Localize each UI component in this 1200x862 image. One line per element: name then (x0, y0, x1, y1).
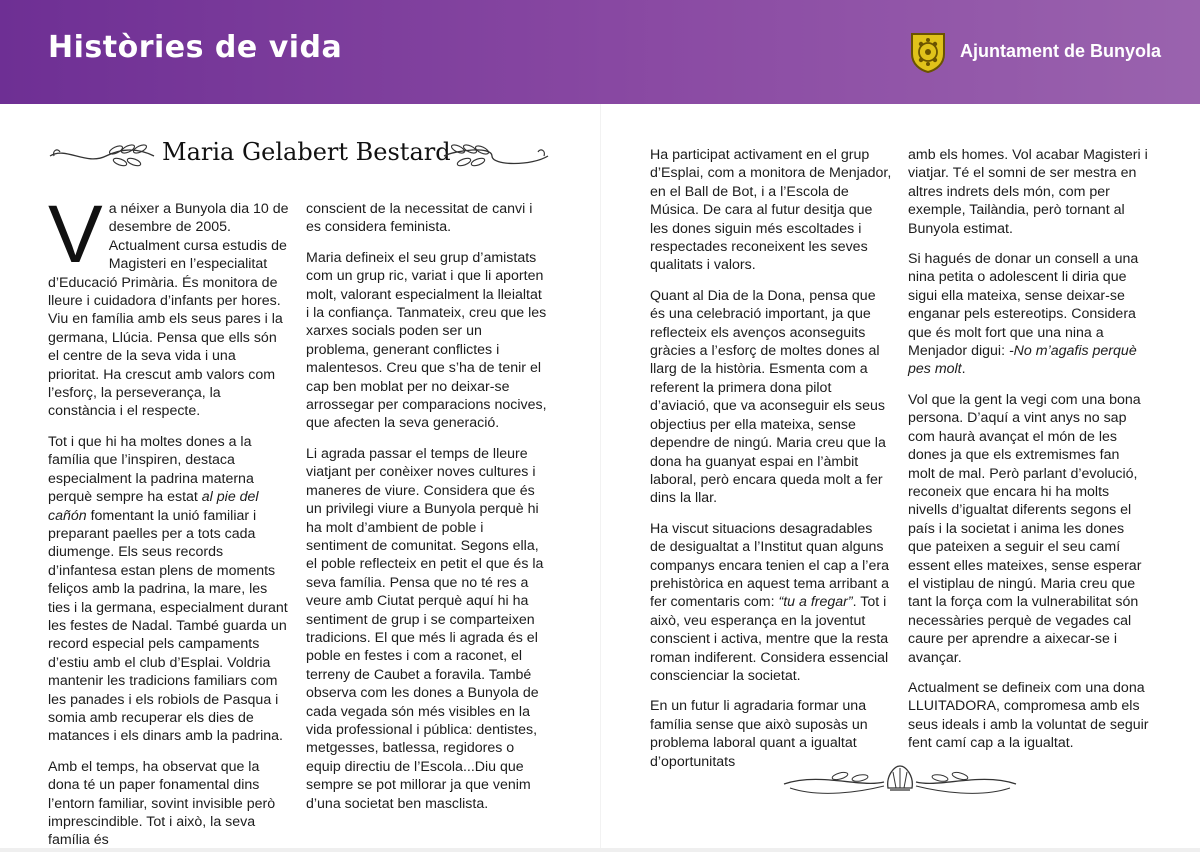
header-banner (0, 0, 1200, 104)
paragraph: Vol que la gent la vegi com una bona persona. D’aquí a vint anys no sap com haurà avançat el món de les dones ja que els extremismes fan molt de mal. Però parlant d’evolució, reconeix que encara hi ha molts nivells d’igualtat diferents segons el país i la societat i anima les dones que pateixen a seguir el seu camí essent elles mateixes, sense esperar el vistiplau de ningú. Maria creu que tant la força com la vulnerabilitat són necessàries perquè de vegades cal caure per aprendre a aixecar-se i avançar. (908, 391, 1142, 666)
bunyola-coat-of-arms-icon (908, 30, 948, 74)
shell-laurel-ornament-icon (780, 758, 1020, 802)
drop-cap: V (48, 189, 103, 280)
paragraph: Ha participat activament en el grup d’Esplai, com a monitora de Menjador, en el Ball de Bot, i a l’Escola de Música. De cara al futur desitja que les dones siguin més escoltades i respectades reconeixent les seves qualitats i valors. (650, 147, 892, 274)
article-column-1 (48, 189, 290, 862)
article-title-row (46, 132, 552, 178)
paragraph (48, 189, 290, 421)
paragraph-text: a néixer a Bunyola dia 10 de desembre de 2005. Actualment cursa estudis de Magisteri en l’especialitat d’Educació Primària. És monitora de lleure i cuidadora d’infants per hores. Viu en família amb els seus pares i la germana, Llúcia. Pensa que ells són el centre de la seva vida i una prioritat. Ha crescut amb valors com l’esforç, la perseverança, la constància i el respecte. (48, 201, 289, 420)
page-spread-divider (600, 104, 601, 852)
organization-name: Ajuntament de Bunyola (960, 41, 1162, 61)
paragraph (650, 520, 892, 686)
page-bottom-edge (0, 848, 1200, 852)
paragraph: Amb el temps, ha observat que la dona té un paper fonamental dins l’entorn familiar, sovint invisible però imprescindible. Tot i això, la seva família és (48, 758, 276, 849)
section-title: Històries de vida (48, 30, 343, 65)
paragraph-text: . (961, 361, 966, 378)
paragraph: conscient de la necessitat de canvi i es considera feminista. (306, 201, 533, 236)
article-column-2 (306, 200, 548, 825)
paragraph-text: . Tot i això, veu esperança en la joventut conscient i activa, mentre que la resta roman indiferent. Considera essencial conscienciar la societat. (650, 594, 889, 684)
laurel-flourish-icon (46, 140, 156, 168)
paragraph-text: Tot i que hi ha moltes dones a la família que l’inspiren, destaca especialment la padrina materna perquè sempre ha estat (48, 433, 254, 506)
paragraph-text: Ha viscut situacions desagradables de desigualtat a l’Institut quan alguns companys encara tenien el cap a l’era prehistòrica en aquest tema arribant a fer comentaris com: (650, 520, 889, 611)
paragraph-text: Si hagués de donar un consell a una nina petita o adolescent li diria que sigui ella mateixa, sense deixar-se enganar pels estereotips. Considera que és molt fort que una nina a Menjador digui: (908, 251, 1139, 360)
paragraph (908, 250, 1150, 379)
paragraph (48, 433, 290, 746)
italic-phrase: al pie del cañón (48, 489, 259, 524)
paragraph: Actualment se defineix com una dona LLUITADORA, compromesa amb els seus ideals i amb la voluntat de seguir fent camí cap a la igualtat. (908, 679, 1149, 752)
paragraph-text: fomentant la unió familiar i preparant paelles per a tots cada diumenge. Els seus records d’infantesa estan plens de moments feliços amb la padrina, la mare, les ties i la germana, especialment durant les festes de Nadal. També guarda un record especial pels campaments d’estiu amb el club d’Esplai. Voldria mantenir les tradicions familiars com les panades i els robiols de Pasqua i somia amb recuperar els dies de matances i els dinars amb la padrina. (48, 507, 288, 745)
laurel-flourish-icon (442, 140, 552, 168)
paragraph: Maria defineix el seu grup d’amistats com un grup ric, variat i que li aporten molt, valorant especialment la lleialtat i la confiança. Tanmateix, creu que les xarxes socials poden ser un problema, generant conflictes i malentesos. Creu que s’ha de tenir el cap ben moblat per no deixar-se arrossegar per comparacions nocives, que afecten la seva generació. (306, 249, 547, 432)
article-column-3 (650, 146, 892, 783)
paragraph: Quant al Dia de la Dona, pensa que és una celebració important, ja que reflecteix els avenços aconseguits gràcies a l’esforç de moltes dones al llarg de la història. Esmenta com a referent la primera dona pilot d’aviació, que va aconseguir els seus objectius per ella mateixa, sense dependre de ningú. Maria creu que la dona ha guanyat espai en l’àmbit laboral, però encara queda molt a fer dins la llar. (650, 287, 886, 507)
italic-phrase: “tu a fregar” (778, 594, 853, 611)
person-name-heading: Maria Gelabert Bestard (162, 138, 451, 166)
paragraph: Li agrada passar el temps de lleure viatjant per conèixer noves cultures i maneres de viure. Considera que és un privilegi viure a Bunyola perquè hi ha molt d’ambient de poble i sentiment de comunitat. Segons ella, el poble reflecteix en petit el que és la seva família. Pensa que no té res a veure amb Ciutat perquè aquí hi ha sentiment de grup i se comparteixen tradicions. El que més li agrada és el poble en festes i com a raconet, el terreny de Caubet a foravila. També observa com les dones a Bunyola de cada vegada són més visibles en la vida professional i pública: dentistes, metgesses, batlessa, regidores o equip directiu de l’Escola...Diu que sempre se pot millorar ja que venim d’una societat ben masclista. (306, 445, 544, 812)
paragraph: amb els homes. Vol acabar Magisteri i viatjar. Té el somni de ser mestra en altres indrets dels món, com per exemple, Tailàndia, però tornant al Bunyola estimat. (908, 147, 1148, 237)
paragraph: En un futur li agradaria formar una família sense que això suposàs un problema laboral quant a igualtat d’oportunitats (650, 698, 868, 770)
italic-phrase: -No m’agafis perquè pes molt (908, 343, 1137, 378)
article-column-4 (908, 146, 1150, 765)
